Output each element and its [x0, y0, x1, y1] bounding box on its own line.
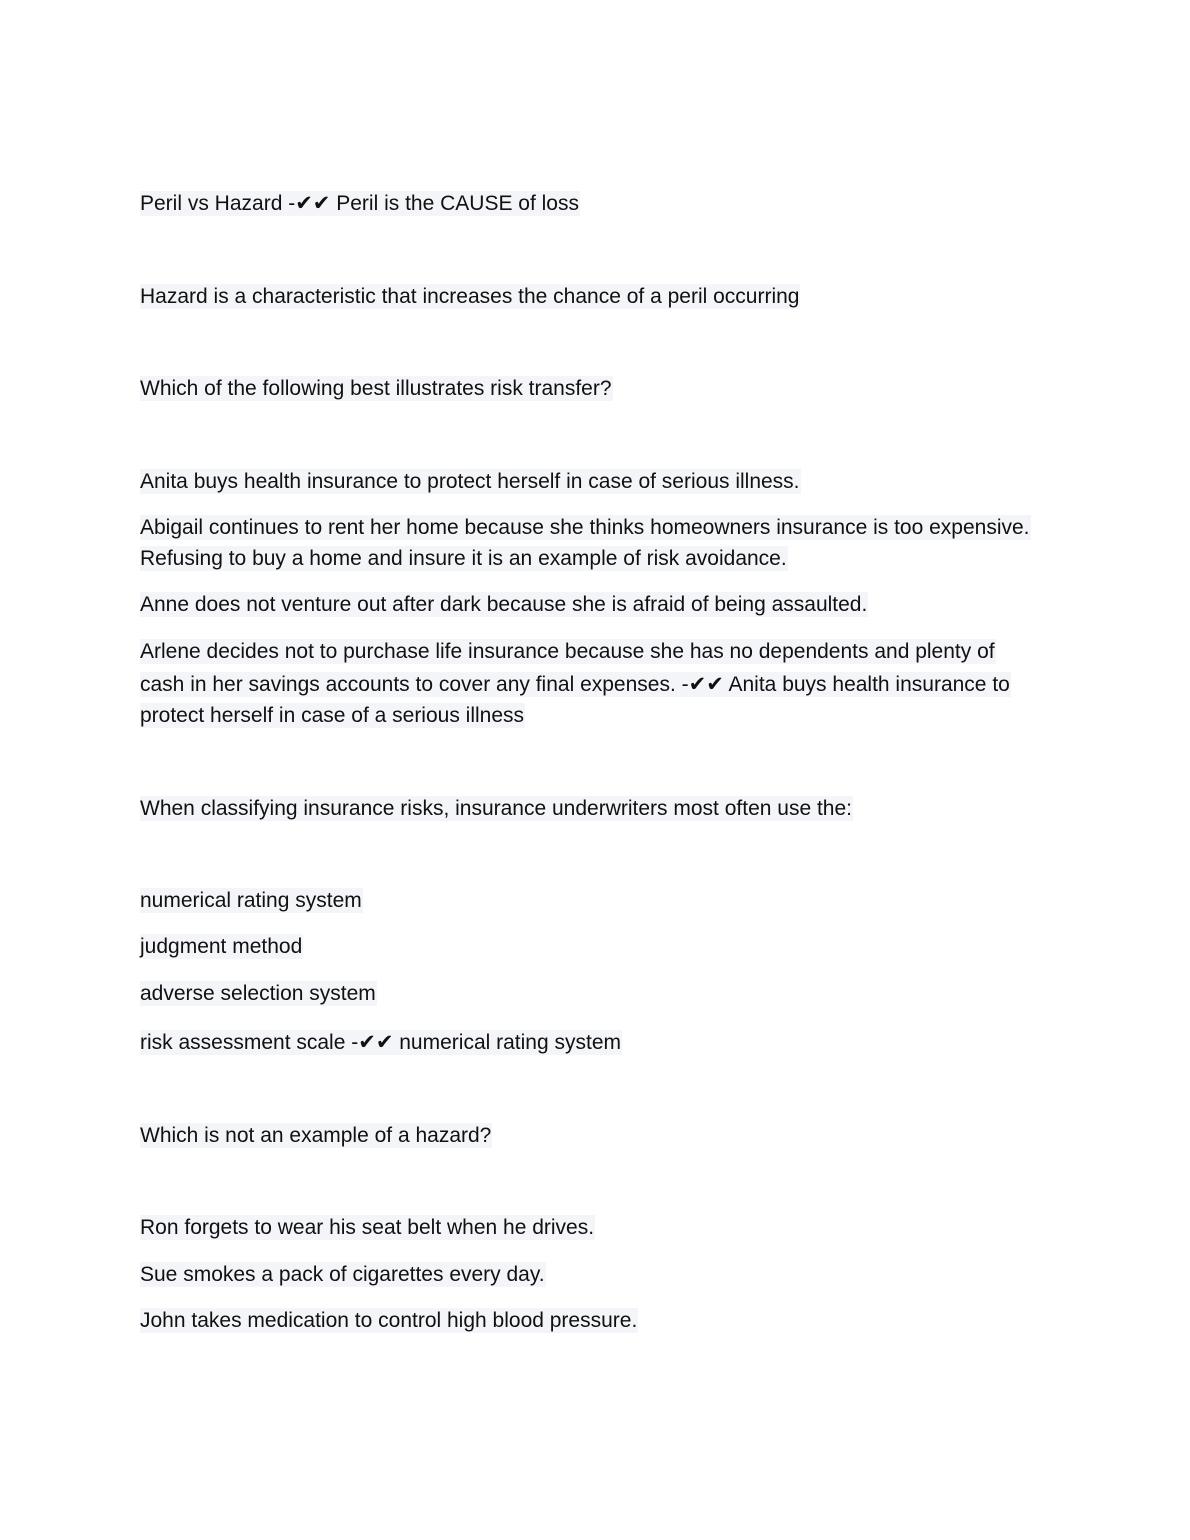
- text-line-content: Which of the following best illustrates risk transfer?: [140, 377, 612, 400]
- text-line: [140, 1259, 546, 1290]
- text-line-content: numerical rating system: [140, 889, 362, 912]
- text-line-content: Ron forgets to wear his seat belt when he drives.: [140, 1216, 595, 1239]
- text-line: [140, 636, 996, 667]
- text-line: [140, 373, 613, 404]
- text-line: [140, 589, 868, 620]
- text-line: [140, 512, 1031, 543]
- text-line-content: adverse selection system: [140, 982, 376, 1005]
- text-line-content: Anne does not venture out after dark because she is afraid of being assaulted.: [140, 593, 868, 616]
- text-line: [140, 1305, 638, 1336]
- text-line-content: Refusing to buy a home and insure it is an example of risk avoidance.: [140, 547, 787, 570]
- text-line-content: When classifying insurance risks, insurance underwriters most often use the:: [140, 797, 852, 820]
- text-line: [140, 543, 788, 574]
- text-line: [140, 466, 801, 497]
- text-line-content: risk assessment scale -✔✔ numerical rating system: [140, 1031, 621, 1054]
- text-line: [140, 281, 800, 312]
- text-line: [140, 885, 363, 916]
- text-line-content: Peril vs Hazard -✔✔ Peril is the CAUSE of loss: [140, 192, 579, 215]
- text-line-content: Which is not an example of a hazard?: [140, 1124, 492, 1147]
- text-line-content: Sue smokes a pack of cigarettes every day.: [140, 1263, 545, 1286]
- text-line: [140, 1027, 622, 1058]
- text-line-content: John takes medication to control high blood pressure.: [140, 1309, 638, 1332]
- text-line: [140, 188, 580, 219]
- text-line: [140, 700, 525, 731]
- text-line: [140, 669, 1011, 700]
- text-line-content: judgment method: [140, 935, 303, 958]
- text-line-content: Hazard is a characteristic that increases the chance of a peril occurring: [140, 285, 800, 308]
- text-line: [140, 931, 303, 962]
- text-line-content: Arlene decides not to purchase life insurance because she has no dependents and plenty of: [140, 640, 995, 663]
- text-line-content: Anita buys health insurance to protect herself in case of serious illness.: [140, 470, 800, 493]
- text-line: [140, 978, 377, 1009]
- text-line: [140, 793, 853, 824]
- text-line: [140, 1120, 492, 1151]
- text-line-content: cash in her savings accounts to cover any final expenses. -✔✔ Anita buys health insurance to: [140, 673, 1010, 696]
- text-line-content: protect herself in case of a serious illness: [140, 704, 525, 727]
- text-line-content: Abigail continues to rent her home because she thinks homeowners insurance is too expensive.: [140, 516, 1030, 539]
- text-line: [140, 1212, 595, 1243]
